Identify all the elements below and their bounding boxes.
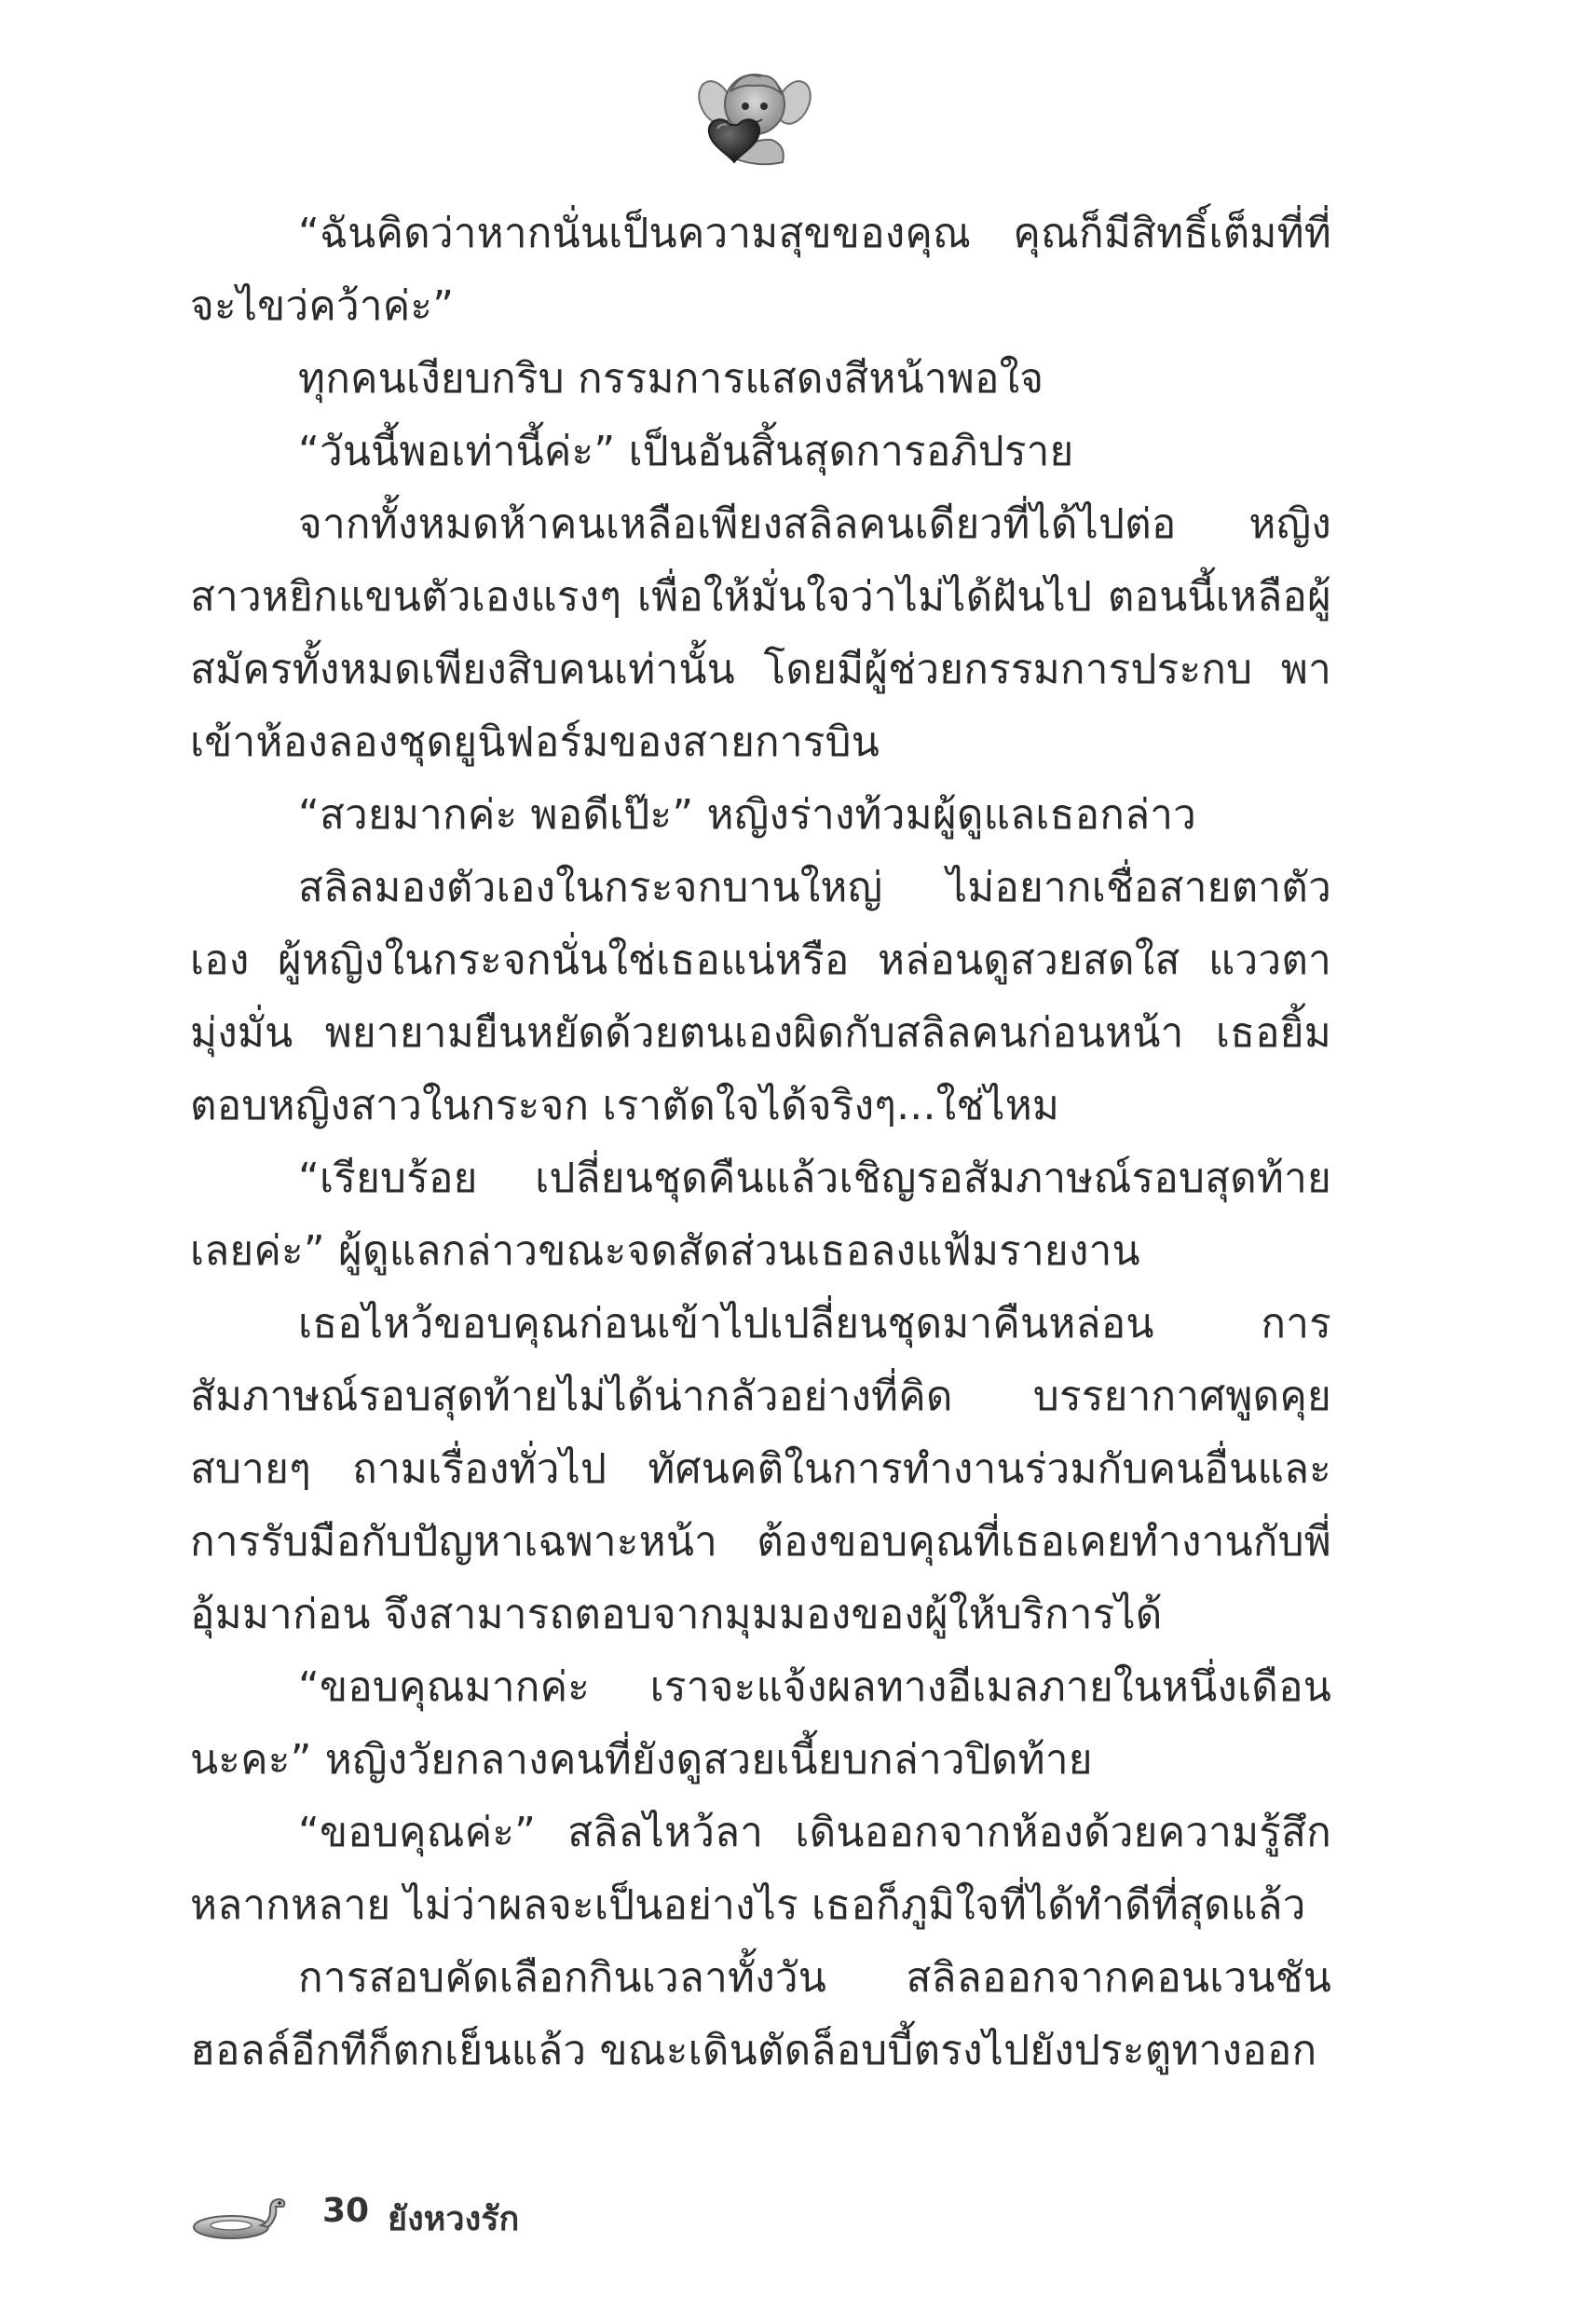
paragraph: สลิลมองตัวเองในกระจกบานใหญ่ ไม่อยากเชื่อสายตาตัวเอง ผู้หญิงในกระจกนั่นใช่เธอแน่หรือ หล่อนดูสวยสดใส แววตามุ่งมั่น พยายามยืนหยัดด้วยตนเองผิดกับสลิลคนก่อนหน้า เธอยิ้มตอบหญิงสาวในกระจก เราตัดใจได้จริงๆ...ใช่ไหม: [190, 864, 1331, 1129]
paragraph: “ขอบคุณมากค่ะ เราจะแจ้งผลทางอีเมลภายในหนึ่งเดือนนะคะ” หญิงวัยกลางคนที่ยังดูสวยเนี้ยบกล่าวปิดท้าย: [190, 1663, 1331, 1784]
paragraph: “สวยมากค่ะ พอดีเป๊ะ” หญิงร่างท้วมผู้ดูแลเธอกล่าว: [298, 791, 1197, 839]
paragraph: “เรียบร้อย เปลี่ยนชุดคืนแล้วเชิญรอสัมภาษณ์รอบสุดท้ายเลยค่ะ” ผู้ดูแลกล่าวขณะจดสัดส่วนเธอลงแฟ้มรายงาน: [190, 1155, 1331, 1275]
paragraph: “ฉันคิดว่าหากนั่นเป็นความสุขของคุณ คุณก็มีสิทธิ์เต็มที่ที่จะไขว่คว้าค่ะ”: [190, 210, 1331, 330]
swan-float-icon: [190, 2194, 291, 2240]
paragraph: เธอไหว้ขอบคุณก่อนเข้าไปเปลี่ยนชุดมาคืนหล่อน การสัมภาษณ์รอบสุดท้ายไม่ได้น่ากลัวอย่างที่คิด บรรยากาศพูดคุยสบายๆ ถามเรื่องทั่วไป ทัศนคติในการทำงานร่วมกับคนอื่นและการรับมือกับปัญหาเฉพาะหน้า ต้องขอบคุณที่เธอเคยทำงานกับพี่อุ้มมาก่อน จึงสามารถตอบจากมุมมองของผู้ให้บริการได้: [190, 1300, 1331, 1638]
book-title: ยังหวงรัก: [388, 2200, 520, 2238]
paragraph: ทุกคนเงียบกริบ กรรมการแสดงสีหน้าพอใจ: [298, 355, 1044, 403]
page-number: 30: [322, 2192, 370, 2230]
paragraph: “ขอบคุณค่ะ” สลิลไหว้ลา เดินออกจากห้องด้วยความรู้สึกหลากหลาย ไม่ว่าผลจะเป็นอย่างไร เธอก็ภูมิใจที่ได้ทำดีที่สุดแล้ว: [190, 1809, 1331, 1929]
paragraph: การสอบคัดเลือกกินเวลาทั้งวัน สลิลออกจากคอนเวนชันฮอลล์อีกทีก็ตกเย็นแล้ว ขณะเดินตัดล็อบบี้ตรงไปยังประตูทางออก: [190, 1954, 1331, 2074]
body-text: [190, 198, 1331, 2087]
page-footer: [190, 2190, 842, 2264]
paragraph: “วันนี้พอเท่านี้ค่ะ” เป็นอันสิ้นสุดการอภิปราย: [298, 428, 1074, 475]
cupid-with-heart-icon: [693, 65, 816, 170]
paragraph: จากทั้งหมดห้าคนเหลือเพียงสลิลคนเดียวที่ได้ไปต่อ หญิงสาวหยิกแขนตัวเองแรงๆ เพื่อให้มั่นใจว่าไม่ได้ฝันไป ตอนนี้เหลือผู้สมัครทั้งหมดเพียงสิบคนเท่านั้น โดยมีผู้ช่วยกรรมการประกบ พาเข้าห้องลองชุดยูนิฟอร์มของสายการบิน: [190, 500, 1331, 766]
